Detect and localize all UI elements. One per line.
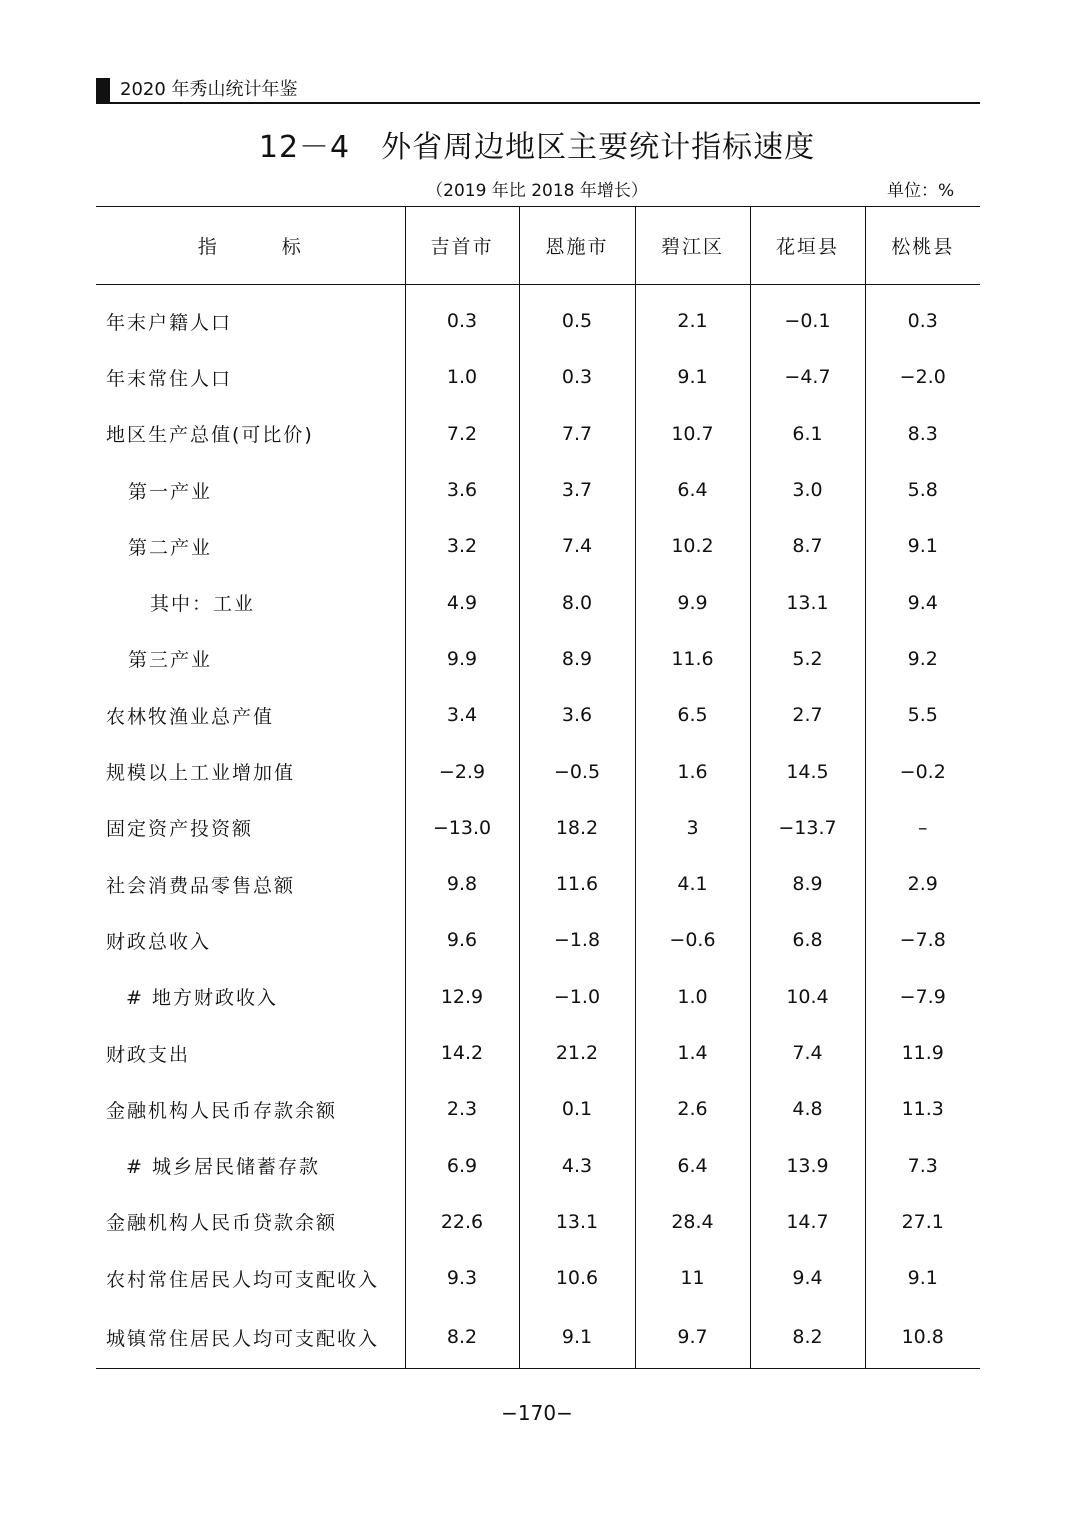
cell-value: −2.9 [405, 743, 519, 799]
cell-value: 5.5 [865, 687, 980, 743]
cell-value: −1.0 [519, 969, 635, 1025]
cell-value: 2.3 [405, 1081, 519, 1137]
cell-value: 11.9 [865, 1025, 980, 1081]
cell-value: 8.2 [405, 1306, 519, 1369]
header-col-enshi: 恩施市 [519, 207, 635, 285]
running-header [96, 78, 980, 104]
cell-value: 1.4 [635, 1025, 750, 1081]
row-label: 农林牧渔业总产值 [106, 705, 275, 728]
cell-value: 27.1 [865, 1194, 980, 1250]
table-row [96, 800, 980, 856]
cell-value: 7.4 [750, 1025, 865, 1081]
cell-value: 3.4 [405, 687, 519, 743]
row-label: 农村常住居民人均可支配收入 [106, 1268, 380, 1291]
cell-value: 9.9 [635, 574, 750, 630]
cell-value: 12.9 [405, 969, 519, 1025]
cell-value: 2.6 [635, 1081, 750, 1137]
cell-value: 14.2 [405, 1025, 519, 1081]
cell-value: 2.1 [635, 285, 750, 350]
cell-value: 4.3 [519, 1137, 635, 1193]
cell-value: 7.3 [865, 1137, 980, 1193]
cell-value: 11 [635, 1250, 750, 1306]
cell-value: 10.2 [635, 518, 750, 574]
row-label: # 地方财政收入 [126, 987, 278, 1010]
row-label: 规模以上工业增加值 [106, 762, 296, 785]
cell-value: 7.7 [519, 406, 635, 462]
cell-value: 9.3 [405, 1250, 519, 1306]
cell-value: 6.4 [635, 1137, 750, 1193]
row-label: 金融机构人民币存款余额 [106, 1099, 338, 1122]
table-row [96, 574, 980, 630]
cell-value: −7.8 [865, 912, 980, 968]
cell-value: 21.2 [519, 1025, 635, 1081]
cell-value: 3.6 [405, 462, 519, 518]
cell-value: 9.1 [865, 1250, 980, 1306]
cell-value: 5.8 [865, 462, 980, 518]
table-row [96, 1081, 980, 1137]
cell-value: 3.0 [750, 462, 865, 518]
cell-value: 10.8 [865, 1306, 980, 1369]
cell-value: −0.6 [635, 912, 750, 968]
table-title: 12－4 外省周边地区主要统计指标速度 [258, 130, 816, 165]
table-row [96, 631, 980, 687]
cell-value: 9.1 [865, 518, 980, 574]
cell-value: 9.6 [405, 912, 519, 968]
cell-value: −0.2 [865, 743, 980, 799]
cell-value: 14.7 [750, 1194, 865, 1250]
cell-value: 8.0 [519, 574, 635, 630]
cell-value: 9.9 [405, 631, 519, 687]
cell-value: 14.5 [750, 743, 865, 799]
table-row [96, 856, 980, 912]
cell-value: 10.4 [750, 969, 865, 1025]
row-label: 其中：工业 [150, 593, 256, 616]
cell-value: 2.7 [750, 687, 865, 743]
cell-value: 1.0 [635, 969, 750, 1025]
cell-value: 8.9 [519, 631, 635, 687]
cell-value: 5.2 [750, 631, 865, 687]
row-label: 财政总收入 [106, 930, 212, 953]
cell-value: 22.6 [405, 1194, 519, 1250]
row-label: 第三产业 [128, 649, 213, 672]
row-label: 社会消费品零售总额 [106, 874, 296, 897]
cell-value: 6.8 [750, 912, 865, 968]
cell-value: 18.2 [519, 800, 635, 856]
table-row [96, 743, 980, 799]
table-row [96, 1025, 980, 1081]
table-row [96, 285, 980, 350]
table-row [96, 969, 980, 1025]
cell-value: 3.6 [519, 687, 635, 743]
header-col-bijiang: 碧江区 [635, 207, 750, 285]
cell-value: 9.1 [635, 349, 750, 405]
cell-value: 6.9 [405, 1137, 519, 1193]
table-row [96, 1250, 980, 1306]
cell-value: 28.4 [635, 1194, 750, 1250]
cell-value: 6.1 [750, 406, 865, 462]
row-label: 第一产业 [128, 480, 213, 503]
cell-value: 0.1 [519, 1081, 635, 1137]
row-label: # 城乡居民储蓄存款 [126, 1156, 320, 1179]
cell-value: 11.6 [519, 856, 635, 912]
cell-value: 4.1 [635, 856, 750, 912]
cell-value: 8.9 [750, 856, 865, 912]
cell-value: 9.8 [405, 856, 519, 912]
row-label: 地区生产总值(可比价) [106, 424, 314, 447]
row-label: 城镇常住居民人均可支配收入 [106, 1327, 380, 1350]
cell-value: 8.2 [750, 1306, 865, 1369]
cell-value: – [865, 800, 980, 856]
cell-value: 9.4 [865, 574, 980, 630]
cell-value: 11.3 [865, 1081, 980, 1137]
cell-value: 7.2 [405, 406, 519, 462]
table-row [96, 687, 980, 743]
cell-value: 6.4 [635, 462, 750, 518]
table-header-row [96, 207, 980, 285]
table-row [96, 406, 980, 462]
header-col-songtao: 松桃县 [865, 207, 980, 285]
header-text: 2020 年秀山统计年鉴 [120, 79, 298, 100]
header-col-huayuan: 花垣县 [750, 207, 865, 285]
statistics-table [96, 206, 980, 1369]
header-bar-mark [96, 78, 110, 102]
cell-value: 4.9 [405, 574, 519, 630]
cell-value: 2.9 [865, 856, 980, 912]
cell-value: 0.3 [865, 285, 980, 350]
cell-value: 9.4 [750, 1250, 865, 1306]
table-row [96, 518, 980, 574]
table-row [96, 912, 980, 968]
cell-value: 0.3 [519, 349, 635, 405]
table-row [96, 1306, 980, 1369]
table-subtitle: （2019 年比 2018 年增长） [426, 181, 648, 201]
cell-value: 11.6 [635, 631, 750, 687]
cell-value: 9.7 [635, 1306, 750, 1369]
row-label: 固定资产投资额 [106, 818, 254, 841]
cell-value: 10.7 [635, 406, 750, 462]
cell-value: −0.1 [750, 285, 865, 350]
cell-value: 4.8 [750, 1081, 865, 1137]
page-number: −170− [501, 1401, 573, 1425]
cell-value: −13.0 [405, 800, 519, 856]
cell-value: 13.1 [519, 1194, 635, 1250]
header-col-jishou: 吉首市 [405, 207, 519, 285]
cell-value: 13.9 [750, 1137, 865, 1193]
cell-value: 9.2 [865, 631, 980, 687]
cell-value: 8.7 [750, 518, 865, 574]
cell-value: 0.5 [519, 285, 635, 350]
row-label: 年末户籍人口 [106, 311, 233, 334]
row-label: 年末常住人口 [106, 367, 233, 390]
row-label: 第二产业 [128, 536, 213, 559]
cell-value: −7.9 [865, 969, 980, 1025]
cell-value: −2.0 [865, 349, 980, 405]
cell-value: 1.0 [405, 349, 519, 405]
cell-value: 0.3 [405, 285, 519, 350]
header-indicator: 指 标 [96, 207, 405, 285]
unit-label: 单位：% [887, 181, 955, 201]
cell-value: −13.7 [750, 800, 865, 856]
cell-value: 7.4 [519, 518, 635, 574]
cell-value: 3 [635, 800, 750, 856]
cell-value: 8.3 [865, 406, 980, 462]
row-label: 财政支出 [106, 1043, 191, 1066]
cell-value: 3.2 [405, 518, 519, 574]
cell-value: 1.6 [635, 743, 750, 799]
cell-value: −1.8 [519, 912, 635, 968]
row-label: 金融机构人民币贷款余额 [106, 1212, 338, 1235]
cell-value: 6.5 [635, 687, 750, 743]
table-row [96, 1194, 980, 1250]
table-row [96, 462, 980, 518]
table-row [96, 349, 980, 405]
cell-value: −0.5 [519, 743, 635, 799]
table-body [96, 285, 980, 1369]
cell-value: 9.1 [519, 1306, 635, 1369]
cell-value: 10.6 [519, 1250, 635, 1306]
cell-value: 13.1 [750, 574, 865, 630]
table-row [96, 1137, 980, 1193]
cell-value: 3.7 [519, 462, 635, 518]
cell-value: −4.7 [750, 349, 865, 405]
